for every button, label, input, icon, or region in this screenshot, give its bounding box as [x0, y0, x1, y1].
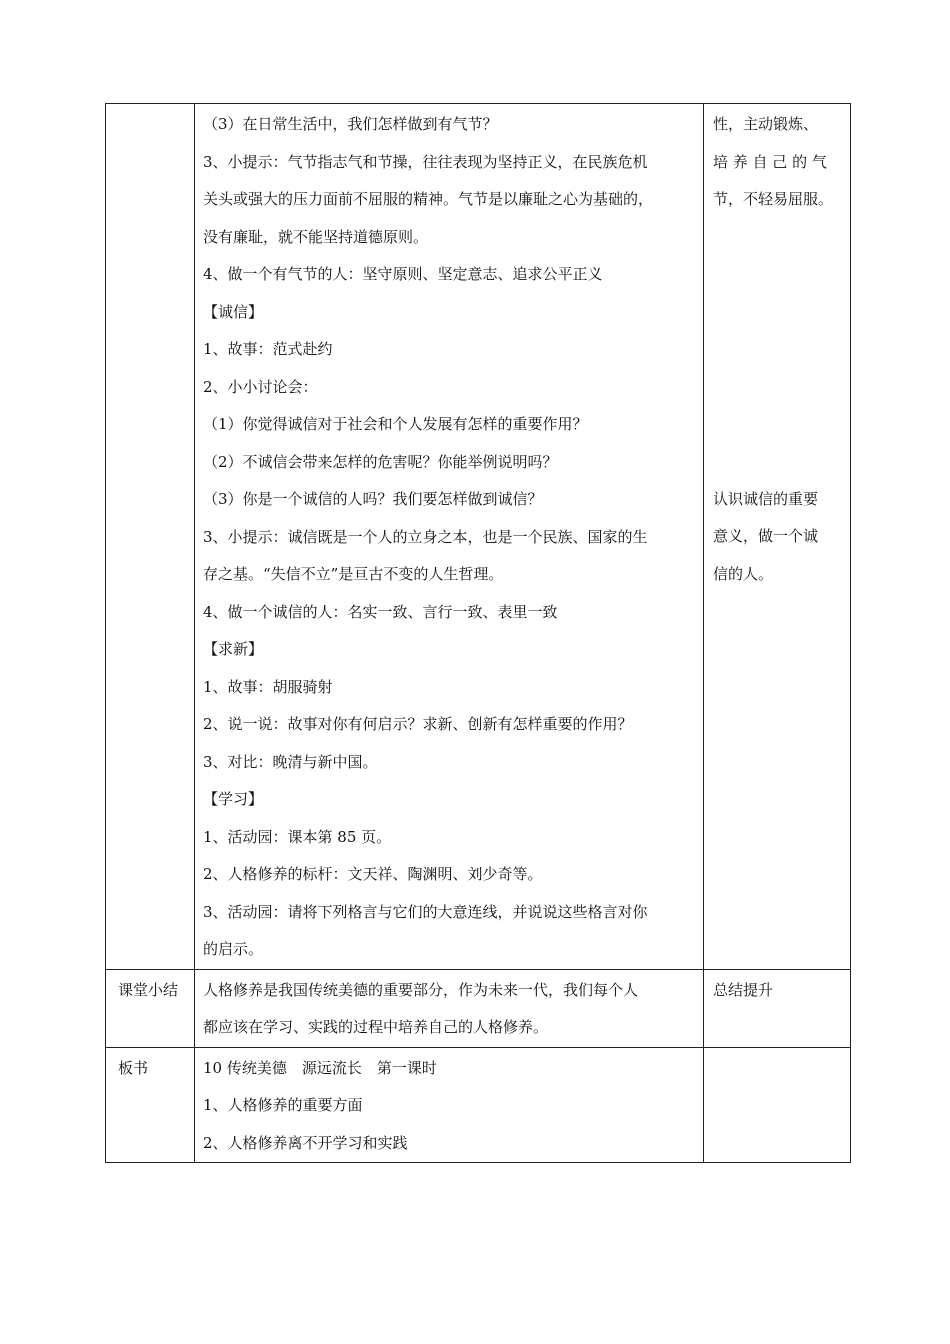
goal-note-line: 培 养 自 己 的 气: [713, 152, 827, 171]
content-line: （3）在日常生活中，我们怎样做到有气节？: [203, 115, 498, 133]
content-line: 1、故事：胡服骑射: [203, 677, 333, 696]
content-line: 【诚信】: [203, 302, 264, 321]
summary-line: 人格修养是我国传统美德的重要部分，作为未来一代，我们每个人: [203, 980, 639, 999]
content-line: 2、说一说：故事对你有何启示？求新、创新有怎样重要的作用？: [203, 715, 633, 733]
goal-note-line: 信的人。: [713, 564, 774, 583]
content-line: 2、人格修养的标杆：文天祥、陶渊明、刘少奇等。: [203, 865, 543, 883]
board-label: 板书: [118, 1058, 149, 1077]
board-note-cell: [704, 1047, 851, 1163]
goal-note-cell: [704, 104, 851, 970]
content-line: 【求新】: [203, 640, 264, 658]
board-content-cell: [195, 1047, 704, 1163]
summary-content-cell: [195, 969, 704, 1047]
content-line: 关头或强大的压力面前不屈服的精神。气节是以廉耻之心为基础的，: [203, 190, 654, 208]
board-label-cell: [106, 1047, 195, 1163]
content-line: 2、小小讨论会：: [203, 377, 318, 396]
goal-note-line: 节，不轻易屈服。: [713, 190, 834, 208]
content-line: 3、小提示：诚信既是一个人的立身之本，也是一个民族、国家的生: [203, 527, 648, 546]
content-line: 1、活动园：课本第 85 页。: [203, 827, 392, 846]
lesson-plan-table: [105, 103, 851, 1163]
board-line: 1、人格修养的重要方面: [203, 1096, 363, 1114]
content-line: 4、做一个有气节的人：坚守原则、坚定意志、追求公平正义: [203, 265, 603, 283]
goal-note-line: 认识诚信的重要: [713, 489, 819, 508]
table-row: [106, 969, 851, 1047]
content-line: 4、做一个诚信的人：名实一致、言行一致、表里一致: [203, 602, 558, 621]
content-line: 存之基。“失信不立”是亘古不变的人生哲理。: [203, 565, 504, 583]
content-line: （3）你是一个诚信的人吗？我们要怎样做到诚信？: [203, 490, 543, 508]
content-line: 3、小提示：气节指志气和节操，往往表现为坚持正义，在民族危机: [203, 152, 648, 171]
content-line: 1、故事：范式赴约: [203, 340, 333, 358]
board-line: 2、人格修养离不开学习和实践: [203, 1133, 408, 1152]
summary-note-cell: [704, 969, 851, 1047]
content-line: （2）不诚信会带来怎样的危害呢？你能举例说明吗？: [203, 452, 558, 471]
content-line: （1）你觉得诚信对于社会和个人发展有怎样的重要作用？: [203, 415, 588, 433]
content-line: 3、活动园：请将下列格言与它们的大意连线，并说说这些格言对你: [203, 902, 648, 921]
summary-note: 总结提升: [713, 980, 774, 999]
content-cell: [195, 104, 704, 970]
summary-label-cell: [106, 969, 195, 1047]
board-line: 10 传统美德 源远流长 第一课时: [203, 1058, 437, 1077]
content-line: 没有廉耻，就不能坚持道德原则。: [203, 227, 429, 246]
table-row: [106, 1047, 851, 1163]
content-line: 【学习】: [203, 790, 264, 808]
goal-note-line: 性，主动锻炼、: [713, 115, 819, 133]
content-line: 3、对比：晚清与新中国。: [203, 752, 378, 771]
table-row: [106, 104, 851, 970]
goal-note-line: 意义，做一个诚: [713, 527, 819, 545]
summary-line: 都应该在学习、实践的过程中培养自己的人格修养。: [203, 1018, 549, 1036]
content-line: 的启示。: [203, 940, 264, 958]
section-label-cell: [106, 104, 195, 970]
summary-label: 课堂小结: [118, 980, 179, 999]
